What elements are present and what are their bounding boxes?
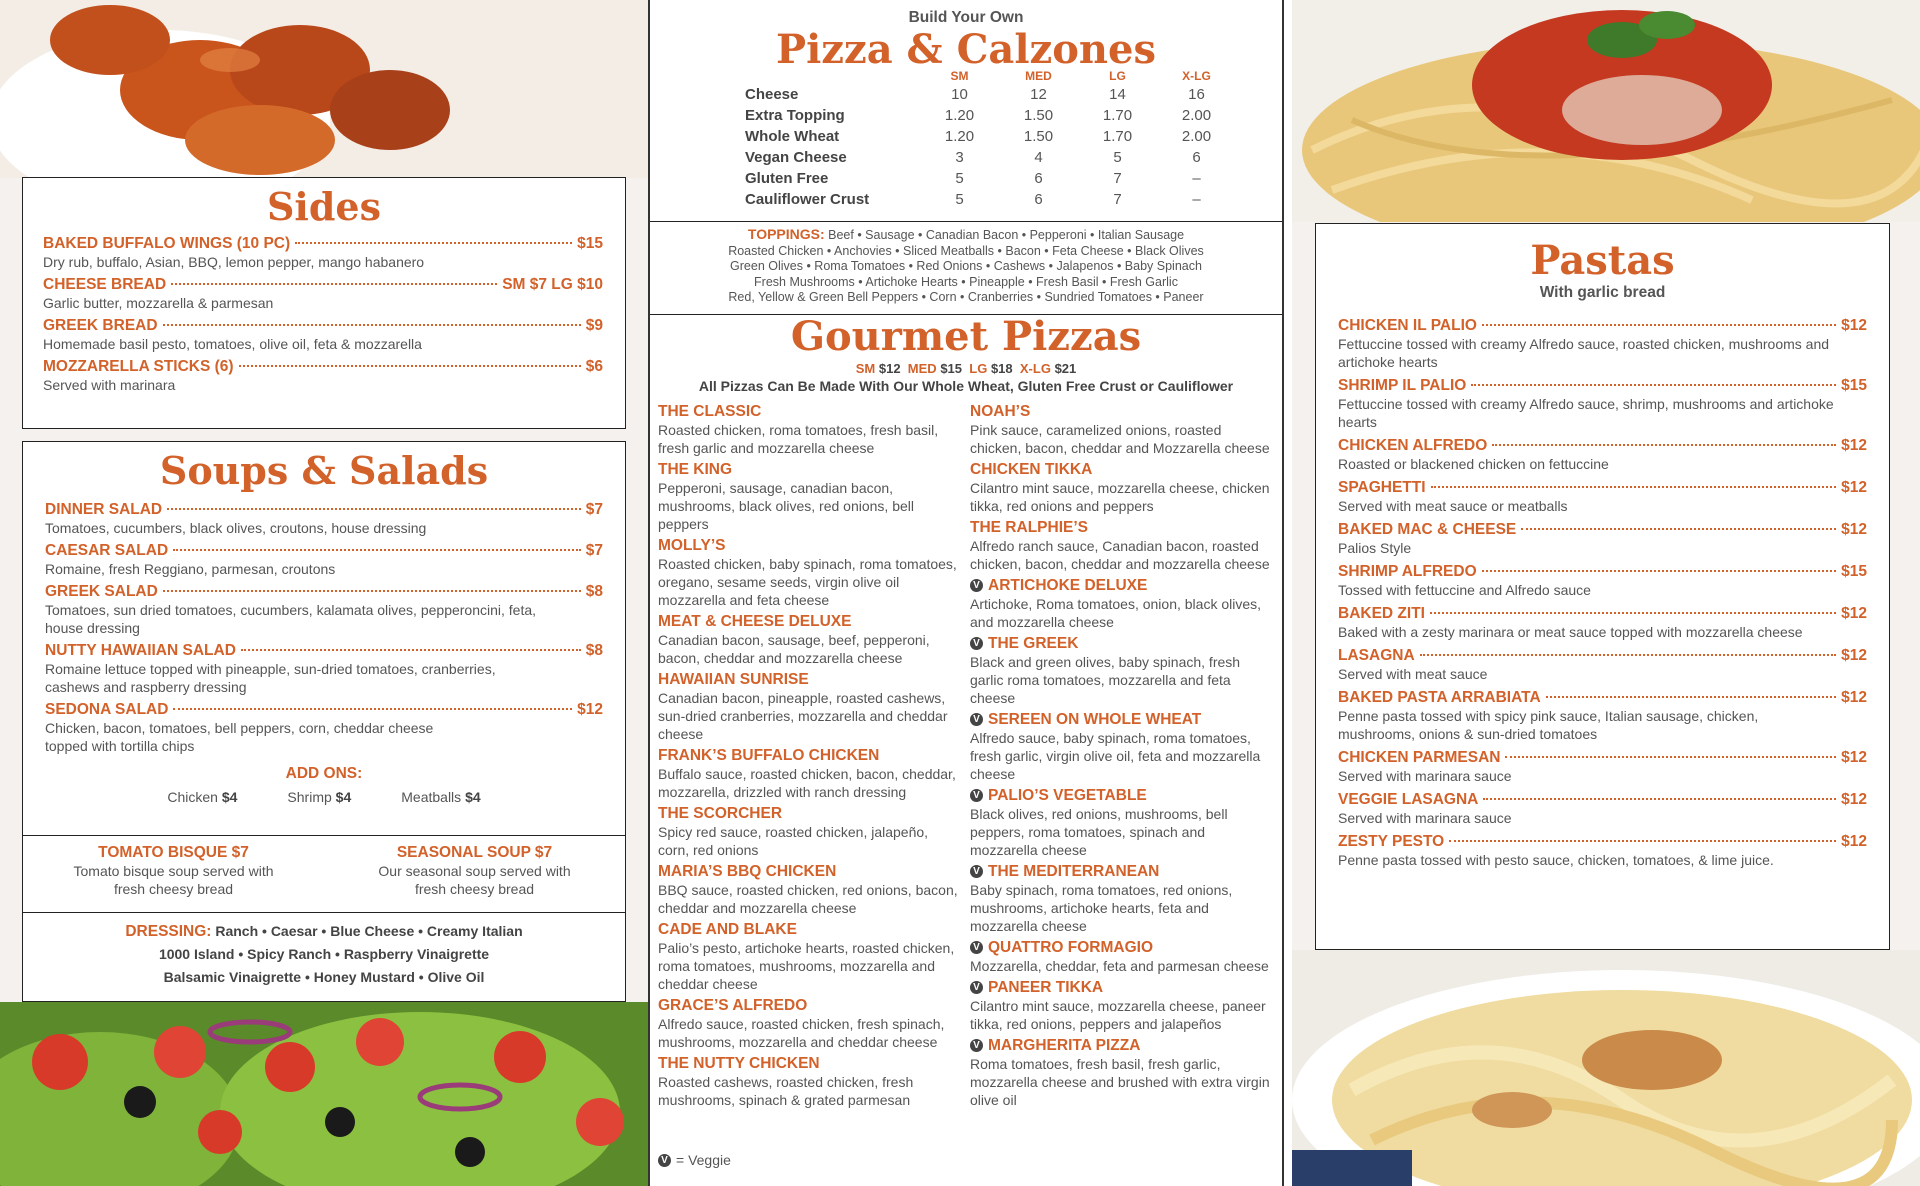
pizza-name: V PALIO’S VEGETABLE xyxy=(970,786,1276,805)
byo-kicker: Build Your Own xyxy=(908,9,1024,26)
item-desc: Tomatoes, cucumbers, black olives, croutons, house dressing xyxy=(45,520,427,536)
gourmet-list-left xyxy=(658,402,958,1112)
pizza-name: V THE MEDITERRANEAN xyxy=(970,862,1276,881)
item-price: $12 xyxy=(1841,479,1867,496)
pizza-name: MEAT & CHEESE DELUXE xyxy=(658,613,852,630)
item-name: SHRIMP IL PALIO xyxy=(1338,377,1467,394)
menu-item xyxy=(43,275,603,312)
item-price: $12 xyxy=(1841,521,1867,538)
pizza-desc: Spicy red sauce, roasted chicken, jalapeño, corn, red onions xyxy=(658,824,929,858)
veggie-icon: V xyxy=(970,579,983,592)
pizza-item xyxy=(658,1054,958,1109)
item-price: $9 xyxy=(585,317,603,334)
right-column xyxy=(1292,0,1920,1186)
menu-item xyxy=(45,500,603,537)
menu-item xyxy=(43,234,603,271)
addon-item: Shrimp $4 xyxy=(287,789,352,805)
menu-item xyxy=(1338,604,1867,641)
pizza-desc: Roma tomatoes, fresh basil, fresh garlic, mozzarella cheese and brushed with extra virgin olive oil xyxy=(970,1056,1270,1108)
item-price: SM $7 LG $10 xyxy=(502,276,603,293)
pizza-name: NOAH’S xyxy=(970,403,1031,420)
pizza-item xyxy=(970,862,1276,935)
item-price: $12 xyxy=(1841,317,1867,334)
pizza-name: MOLLY’S xyxy=(658,537,726,554)
pizza-desc: Black olives, red onions, mushrooms, bell peppers, roma tomatoes, spinach and mozzarella cheese xyxy=(970,806,1228,858)
dressing-block: DRESSING: Ranch • Caesar • Blue Cheese • Creamy Italian 1000 Island • Spicy Ranch • Raspberry Vinaigrette Balsamic Vinaigrette • Honey Mustard • Olive Oil xyxy=(125,923,523,985)
gourmet-prices: SM $12 MED $15 LG $18 X-LG $21 xyxy=(855,361,1077,376)
addons-label: ADD ONS: xyxy=(285,765,363,782)
size-header: X-LG xyxy=(1182,69,1211,83)
table-row: Vegan Cheese 3 4 5 6 xyxy=(745,149,1201,166)
veggie-icon: V xyxy=(658,1154,671,1167)
soups-row xyxy=(23,835,625,913)
pizza-name: V QUATTRO FORMAGIO xyxy=(970,938,1276,957)
size-header: LG xyxy=(1109,69,1126,83)
pastas-panel xyxy=(1315,223,1890,950)
pizza-item xyxy=(658,862,958,917)
item-name: CHICKEN ALFREDO xyxy=(1338,437,1488,454)
pizza-name: THE KING xyxy=(658,461,733,478)
veggie-legend: V = Veggie xyxy=(658,1152,731,1168)
item-desc: Penne pasta tossed with pesto sauce, chicken, tomatoes, & lime juice. xyxy=(1338,852,1774,868)
menu-item xyxy=(1338,832,1867,869)
table-row: Cheese 10 12 14 16 xyxy=(745,86,1205,103)
menu-item xyxy=(43,357,603,394)
wings-photo xyxy=(0,0,648,178)
pizza-item xyxy=(970,710,1276,783)
veggie-icon: V xyxy=(970,1039,983,1052)
item-name: BAKED BUFFALO WINGS (10 PC) xyxy=(43,235,291,252)
pizza-name: V ARTICHOKE DELUXE xyxy=(970,576,1276,595)
veggie-icon: V xyxy=(970,637,983,650)
item-name: CHICKEN PARMESAN xyxy=(1338,749,1501,766)
item-desc: Tossed with fettuccine and Alfredo sauce xyxy=(1338,582,1591,598)
menu-item xyxy=(1338,688,1867,743)
item-desc: Served with marinara sauce xyxy=(1338,810,1512,826)
menu-item xyxy=(1338,790,1867,827)
veggie-icon: V xyxy=(970,865,983,878)
pastas-subtitle: With garlic bread xyxy=(1539,284,1666,301)
item-name: VEGGIE LASAGNA xyxy=(1338,791,1479,808)
pizza-name: THE RALPHIE’S xyxy=(970,519,1088,536)
item-desc: Served with meat sauce xyxy=(1338,666,1488,682)
item-name: ZESTY PESTO xyxy=(1338,833,1445,850)
middle-column xyxy=(648,0,1284,1186)
pizza-desc: Canadian bacon, sausage, beef, pepperoni, bacon, cheddar and mozzarella cheese xyxy=(658,632,930,666)
pizza-desc: Baby spinach, roma tomatoes, red onions, mushrooms, artichoke hearts, feta and mozzarella cheese xyxy=(970,882,1233,934)
menu-item xyxy=(1338,520,1867,557)
pizza-item xyxy=(658,804,958,859)
menu-item xyxy=(1338,748,1867,785)
item-name: SPAGHETTI xyxy=(1338,479,1426,496)
pizza-item xyxy=(658,996,958,1051)
pizza-desc: Roasted cashews, roasted chicken, fresh mushrooms, spinach & grated parmesan xyxy=(658,1074,914,1108)
item-name: CHICKEN IL PALIO xyxy=(1338,317,1477,334)
pizza-name: V PANEER TIKKA xyxy=(970,978,1276,997)
item-name: MOZZARELLA STICKS (6) xyxy=(43,358,234,375)
gourmet-title: Gourmet Pizzas xyxy=(790,313,1142,360)
salads-list xyxy=(23,494,625,805)
pizza-desc: Alfredo sauce, baby spinach, roma tomatoes, fresh garlic, virgin olive oil, feta and mozzarella cheese xyxy=(970,730,1261,782)
veggie-icon: V xyxy=(970,941,983,954)
pizza-desc: Pink sauce, caramelized onions, roasted chicken, bacon, cheddar and Mozzarella cheese xyxy=(970,422,1270,456)
pizza-name: HAWAIIAN SUNRISE xyxy=(658,671,809,688)
item-name: SEDONA SALAD xyxy=(45,701,169,718)
item-price: $15 xyxy=(1841,377,1867,394)
item-desc: Penne pasta tossed with spicy pink sauce, Italian sausage, chicken, mushrooms, onions & sun-dried tomatoes xyxy=(1338,708,1759,742)
dressing-label: DRESSING: xyxy=(125,923,212,940)
item-price: $12 xyxy=(1841,791,1867,808)
item-price: $6 xyxy=(585,358,603,375)
item-name: CAESAR SALAD xyxy=(45,542,169,559)
item-desc: Garlic butter, mozzarella & parmesan xyxy=(43,295,274,311)
item-name: LASAGNA xyxy=(1338,647,1415,664)
table-row: Whole Wheat 1.20 1.50 1.70 2.00 xyxy=(745,128,1212,145)
left-column xyxy=(0,0,648,1186)
item-price: $8 xyxy=(585,583,603,600)
item-name: NUTTY HAWAIIAN SALAD xyxy=(45,642,236,659)
pizza-item xyxy=(970,460,1276,515)
table-row: Cauliflower Crust 5 6 7 – xyxy=(745,191,1201,208)
soups-salads-title: Soups & Salads xyxy=(159,448,489,493)
pizza-item xyxy=(658,402,958,457)
soup-item: SEASONAL SOUP $7 Our seasonal soup served with fresh cheesy bread xyxy=(378,844,571,897)
menu-item xyxy=(43,316,603,353)
pizza-item xyxy=(658,670,958,743)
item-desc: Palios Style xyxy=(1338,540,1412,556)
salad-photo xyxy=(0,1002,648,1186)
item-name: SHRIMP ALFREDO xyxy=(1338,563,1477,580)
pizza-desc: Black and green olives, baby spinach, fresh garlic roma tomatoes, mozzarella and feta cheese xyxy=(970,654,1241,706)
sides-list xyxy=(23,230,625,394)
pizza-item xyxy=(970,518,1276,573)
item-name: GREEK BREAD xyxy=(43,317,158,334)
pizza-name: THE SCORCHER xyxy=(658,805,783,822)
item-desc: Fettuccine tossed with creamy Alfredo sauce, shrimp, mushrooms and artichoke hearts xyxy=(1338,396,1834,430)
item-name: CHEESE BREAD xyxy=(43,276,167,293)
item-desc: Dry rub, buffalo, Asian, BBQ, lemon pepper, mango habanero xyxy=(43,254,425,270)
pizza-name: THE NUTTY CHICKEN xyxy=(658,1055,820,1072)
pizza-item xyxy=(970,576,1276,631)
item-name: BAKED ZITI xyxy=(1338,605,1425,622)
menu-item xyxy=(45,641,603,696)
pizza-item xyxy=(970,938,1276,975)
sides-panel xyxy=(22,177,626,429)
pizza-desc: Buffalo sauce, roasted chicken, bacon, cheddar, mozzarella, drizzled with ranch dressing xyxy=(658,766,956,800)
item-name: BAKED PASTA ARRABIATA xyxy=(1338,689,1541,706)
pizza-name: FRANK’S BUFFALO CHICKEN xyxy=(658,747,880,764)
pizza-desc: Roasted chicken, baby spinach, roma tomatoes, oregano, sesame seeds, virgin olive oil mozzarella and feta cheese xyxy=(658,556,957,608)
soup-item: TOMATO BISQUE $7 Tomato bisque soup served with fresh cheesy bread xyxy=(73,844,274,897)
pizza-name: V MARGHERITA PIZZA xyxy=(970,1036,1276,1055)
pizza-desc: Palio’s pesto, artichoke hearts, roasted chicken, roma tomatoes, mushrooms, mozzarella and cheddar cheese xyxy=(658,940,955,992)
pizza-item xyxy=(658,746,958,801)
size-header: SM xyxy=(950,69,969,83)
size-header: MED xyxy=(1025,69,1052,83)
item-price: $15 xyxy=(577,235,603,252)
table-row: Gluten Free 5 6 7 – xyxy=(745,170,1201,187)
item-price: $12 xyxy=(577,701,603,718)
pizza-item xyxy=(970,402,1276,457)
pizza-desc: Mozzarella, cheddar, feta and parmesan cheese xyxy=(970,958,1269,974)
toppings-label: TOPPINGS: xyxy=(747,226,825,242)
menu-item xyxy=(1338,646,1867,683)
pizza-item xyxy=(658,536,958,609)
item-price: $12 xyxy=(1841,647,1867,664)
pastas-title: Pastas xyxy=(1530,237,1675,284)
pizza-desc: Canadian bacon, pineapple, roasted cashews, sun-dried cranberries, mozzarella and cheddar cheese xyxy=(658,690,948,742)
addon-item: Meatballs $4 xyxy=(401,789,481,805)
pizza-item xyxy=(658,460,958,533)
item-price: $15 xyxy=(1841,563,1867,580)
item-desc: Chicken, bacon, tomatoes, bell peppers, corn, cheddar cheese topped with tortilla chips xyxy=(45,720,434,754)
table-row: Extra Topping 1.20 1.50 1.70 2.00 xyxy=(745,107,1212,124)
gourmet-list-right xyxy=(970,402,1276,1112)
addons-list xyxy=(45,789,603,805)
pizza-name: V THE GREEK xyxy=(970,634,1276,653)
pizza-item xyxy=(970,978,1276,1033)
gourmet-note: All Pizzas Can Be Made With Our Whole Wheat, Gluten Free Crust or Cauliflower xyxy=(698,378,1234,394)
soups-salads-panel xyxy=(22,441,626,1002)
item-desc: Served with meat sauce or meatballs xyxy=(1338,498,1568,514)
pizza-item xyxy=(658,920,958,993)
item-desc: Roasted or blackened chicken on fettuccine xyxy=(1338,456,1609,472)
byo-title: Pizza & Calzones xyxy=(776,26,1156,73)
pizza-price-table xyxy=(745,68,1236,210)
pizza-name: CHICKEN TIKKA xyxy=(970,461,1093,478)
item-desc: Romaine, fresh Reggiano, parmesan, croutons xyxy=(45,561,336,577)
pizza-name: MARIA’S BBQ CHICKEN xyxy=(658,863,837,880)
pizza-desc: Cilantro mint sauce, mozzarella cheese, paneer tikka, red onions, peppers and jalapeños xyxy=(970,998,1266,1032)
sides-title: Sides xyxy=(266,184,382,229)
item-desc: Baked with a zesty marinara or meat sauce topped with mozzarella cheese xyxy=(1338,624,1803,640)
menu-item xyxy=(45,700,603,755)
pizza-desc: Alfredo sauce, roasted chicken, fresh spinach, mushrooms, mozzarella and cheddar cheese xyxy=(658,1016,945,1050)
menu-item xyxy=(45,582,603,637)
pizza-name: V SEREEN ON WHOLE WHEAT xyxy=(970,710,1276,729)
pizza-desc: Roasted chicken, roma tomatoes, fresh basil, fresh garlic and mozzarella cheese xyxy=(658,422,939,456)
item-desc: Fettuccine tossed with creamy Alfredo sauce, roasted chicken, mushrooms and artichoke hearts xyxy=(1338,336,1830,370)
menu-item xyxy=(1338,436,1867,473)
menu-item xyxy=(1338,562,1867,599)
menu-item xyxy=(1338,478,1867,515)
addon-item: Chicken $4 xyxy=(167,789,238,805)
veggie-icon: V xyxy=(970,981,983,994)
pizza-desc: Artichoke, Roma tomatoes, onion, black olives, and mozzarella cheese xyxy=(970,596,1262,630)
veggie-icon: V xyxy=(970,789,983,802)
pizza-desc: BBQ sauce, roasted chicken, red onions, bacon, cheddar and mozzarella cheese xyxy=(658,882,958,916)
menu-item xyxy=(1338,316,1867,371)
item-name: BAKED MAC & CHEESE xyxy=(1338,521,1517,538)
item-price: $12 xyxy=(1841,749,1867,766)
item-name: DINNER SALAD xyxy=(45,501,163,518)
pizza-item xyxy=(658,612,958,667)
pizza-desc: Alfredo ranch sauce, Canadian bacon, roasted chicken, bacon, cheddar and mozzarella cheese xyxy=(970,538,1270,572)
item-desc: Served with marinara xyxy=(43,377,176,393)
toppings-block: TOPPINGS: Beef • Sausage • Canadian Bacon • Pepperoni • Italian Sausage Roasted Chicken • Anchovies • Sliced Meatballs • Bacon • Feta Cheese • Black Olives Green Olives • Roma Tomatoes • Red Onions • Cashews • Jalapenos • Baby Spinach Fresh Mushrooms • Artichoke Hearts • Pineapple • Fresh Basil • Fresh Garlic Red, Yellow & Green Bell Peppers • Corn • Cranberries • Sundried Tomatoes • Paneer xyxy=(650,221,1282,315)
item-price: $12 xyxy=(1841,437,1867,454)
item-desc: Tomatoes, sun dried tomatoes, cucumbers, kalamata olives, pepperoncini, feta, house dressing xyxy=(45,602,537,636)
fettuccine-photo xyxy=(1292,950,1920,1186)
item-name: GREEK SALAD xyxy=(45,583,158,600)
pizza-desc: Pepperoni, sausage, canadian bacon, mushrooms, black olives, red onions, bell peppers xyxy=(658,480,915,532)
veggie-icon: V xyxy=(970,713,983,726)
menu-item xyxy=(45,541,603,578)
pastas-list xyxy=(1316,302,1889,869)
pizza-item xyxy=(970,786,1276,859)
pizza-desc: Cilantro mint sauce, mozzarella cheese, chicken tikka, red onions and peppers xyxy=(970,480,1270,514)
spaghetti-photo xyxy=(1292,0,1920,222)
pizza-name: GRACE’S ALFREDO xyxy=(658,997,808,1014)
pizza-name: CADE AND BLAKE xyxy=(658,921,797,938)
pizza-item xyxy=(970,1036,1276,1109)
pizza-name: THE CLASSIC xyxy=(658,403,762,420)
item-price: $8 xyxy=(585,642,603,659)
item-price: $12 xyxy=(1841,605,1867,622)
pizza-item xyxy=(970,634,1276,707)
item-desc: Homemade basil pesto, tomatoes, olive oil, feta & mozzarella xyxy=(43,336,422,352)
item-desc: Romaine lettuce topped with pineapple, sun-dried tomatoes, cranberries, cashews and raspberry dressing xyxy=(45,661,496,695)
item-price: $7 xyxy=(585,501,603,518)
item-price: $7 xyxy=(585,542,603,559)
menu-item xyxy=(1338,376,1867,431)
item-desc: Served with marinara sauce xyxy=(1338,768,1512,784)
item-price: $12 xyxy=(1841,689,1867,706)
item-price: $12 xyxy=(1841,833,1867,850)
